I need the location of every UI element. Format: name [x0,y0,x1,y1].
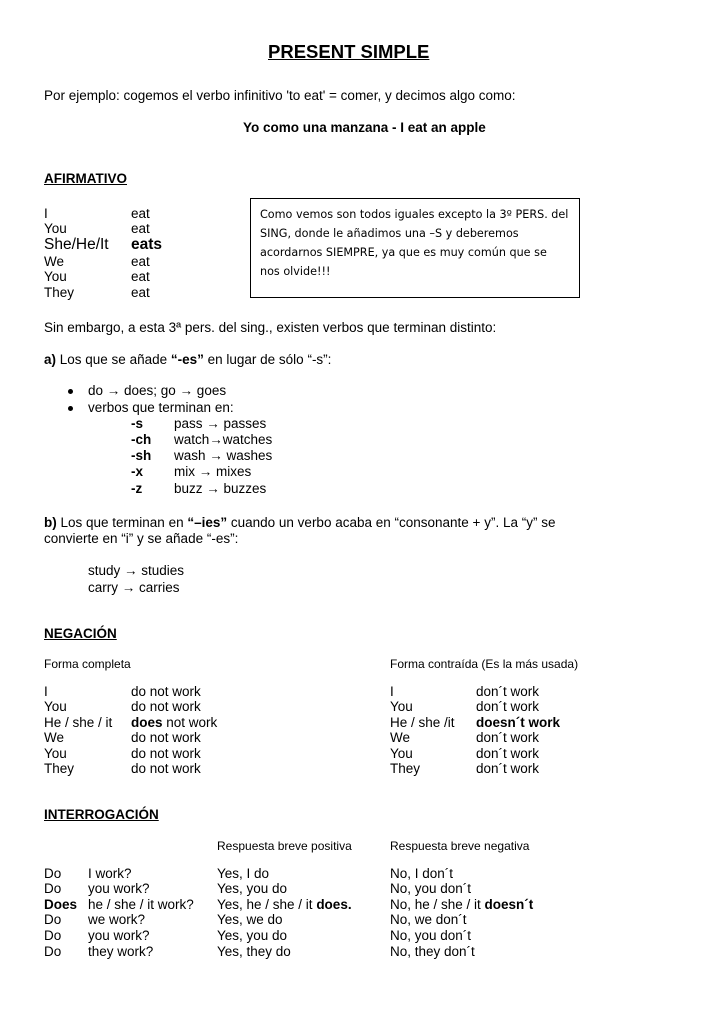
intro-text: Por ejemplo: cogemos el verbo infinitivo 'to eat' = comer, y decimos algo como: [44,88,516,103]
neg-short-verb [476,761,539,777]
q-negative [390,944,475,960]
neg-full-text: do not work [131,746,201,761]
pos-text: Yes, he / she / it [217,897,317,912]
bullet-icon [68,406,73,411]
neg-full-pronoun: He / she / it [44,715,113,730]
q-positive [217,912,283,928]
neg-short-verb [476,715,560,731]
neg-short-text: don´t work [476,730,540,745]
neg-short-pronoun: They [390,761,421,776]
aff-pronoun: You [44,269,67,284]
aff-pronoun: We [44,254,65,269]
neg-short-text: don´t work [476,761,540,776]
q-aux: Do [44,928,62,943]
neg-short-verb [476,730,539,746]
ending-example: watch→watches [174,432,273,447]
neg-full-text: do not work [131,684,201,699]
rule-b-bold: “–ies” [187,515,228,530]
neg-full-verb [131,699,201,715]
q-text: we work? [88,912,146,927]
rule-b-text-2: cuando un verbo acaba en “consonante + y”. La “y” se [227,515,556,530]
rule-a-letter: a) [44,352,57,367]
positive-answer-label: Respuesta breve positiva [217,839,352,853]
pos-text: Yes, you do [217,881,288,896]
aff-verb: eat [131,221,150,236]
neg-full-pronoun: They [44,761,75,776]
rule-b-example: study → studies [88,563,185,578]
rule-a-bullet-2: verbos que terminan en: [88,400,234,415]
ending: -x [131,464,144,479]
neg-full-text: do not work [131,730,201,745]
affirmative-heading: AFIRMATIVO [44,171,127,186]
neg-full-verb [131,730,201,746]
neg-full-pronoun: You [44,699,67,714]
q-negative [390,866,453,882]
q-aux: Do [44,912,62,927]
example-sentence: Yo como una manzana - I eat an apple [243,120,486,135]
full-form-label: Forma completa [44,657,131,671]
neg-short-pronoun: You [390,746,413,761]
ending-example: wash → washes [174,448,273,463]
aff-verb: eat [131,206,150,221]
neg-short-verb [476,684,539,700]
ending: -ch [131,432,152,447]
neg-short-text: don´t work [476,699,540,714]
aff-pronoun: They [44,285,75,300]
neg-full-text: do not work [131,699,201,714]
q-positive [217,928,287,944]
ending-example: pass → passes [174,416,267,431]
q-negative [390,912,467,928]
neg-full-verb [131,684,201,700]
pos-text: Yes, we do [217,912,283,927]
neg-short-bold: doesn´t work [476,715,561,730]
pos-text: Yes, they do [217,944,291,959]
neg-text: No, you don´t [390,928,472,943]
rule-a-text-1: Los que se añade [56,352,171,367]
rule-b-letter: b) [44,515,57,530]
q-text: you work? [88,928,150,943]
ending: -sh [131,448,152,463]
neg-short-pronoun: You [390,699,413,714]
neg-full-verb [131,715,217,731]
negative-answer-label: Respuesta breve negativa [390,839,530,853]
neg-short-verb [476,746,539,762]
bullet-icon [68,389,73,394]
neg-full-pronoun: We [44,730,65,745]
q-positive [217,897,352,913]
ending: -s [131,416,144,431]
rule-a-bullet-1: do → does; go → goes [88,383,227,398]
q-negative [390,881,471,897]
short-form-label: Forma contraída (Es la más usada) [390,657,579,671]
neg-full-verb [131,746,201,762]
neg-full-bold: does [131,715,163,730]
q-aux: Do [44,944,62,959]
neg-short-text: don´t work [476,684,540,699]
rule-b-example: carry → carries [88,580,180,595]
interrogation-heading: INTERROGACIÓN [44,807,159,822]
ending-example: buzz → buzzes [174,481,267,496]
aff-verb: eat [131,269,150,284]
neg-full-text: not work [162,715,218,730]
neg-text: No, he / she / it [390,897,485,912]
neg-text: No, we don´t [390,912,467,927]
ending-example: mix → mixes [174,464,252,479]
q-positive [217,866,269,882]
neg-full-pronoun: I [44,684,48,699]
q-text: you work? [88,881,150,896]
negation-heading: NEGACIÓN [44,626,117,641]
q-negative [390,897,533,913]
neg-short-pronoun: We [390,730,411,745]
q-text: I work? [88,866,132,881]
neg-short-pronoun: I [390,684,394,699]
rule-a-bold: “-es” [170,352,204,367]
q-aux: Do [44,881,62,896]
aff-verb: eat [131,285,150,300]
neg-full-pronoun: You [44,746,67,761]
rule-b-text-1: Los que terminan en [56,515,188,530]
neg-full-verb [131,761,201,777]
neg-text: No, I don´t [390,866,454,881]
page-title: PRESENT SIMPLE [268,41,430,62]
neg-text: No, you don´t [390,881,472,896]
note-box: Como vemos son todos iguales excepto la 3º PERS. del SING, donde le añadimos una –S y deberemos acordarnos SIEMPRE, ya que es muy común que se nos olvide!!! [250,198,580,298]
q-negative [390,928,471,944]
neg-text: No, they don´t [390,944,475,959]
neg-short-pronoun: He / she /it [390,715,455,730]
ending: -z [131,481,143,496]
q-aux-bold: Does [44,897,78,912]
rule-b-line-2: convierte en “i” y se añade “-es”: [44,531,239,546]
aff-pronoun: I [44,206,48,221]
aff-verb: eat [131,254,150,269]
neg-bold: doesn´t [484,897,534,912]
q-positive [217,944,291,960]
rule-b-text [44,515,555,531]
aff-verb-third: eats [131,236,163,253]
neg-short-verb [476,699,539,715]
q-positive [217,881,287,897]
aff-pronoun: You [44,221,67,236]
q-text: he / she / it work? [88,897,194,912]
pos-text: Yes, I do [217,866,270,881]
q-aux: Do [44,866,62,881]
q-text: they work? [88,944,154,959]
however-text: Sin embargo, a esta 3ª pers. del sing., existen verbos que terminan distinto: [44,320,497,335]
rule-a-text [44,352,331,368]
aff-pronoun-third: She/He/It [44,236,109,253]
neg-short-text: don´t work [476,746,540,761]
pos-text: Yes, you do [217,928,288,943]
rule-a-text-2: en lugar de sólo “-s”: [203,352,332,367]
pos-bold: does. [316,897,352,912]
neg-full-text: do not work [131,761,201,776]
